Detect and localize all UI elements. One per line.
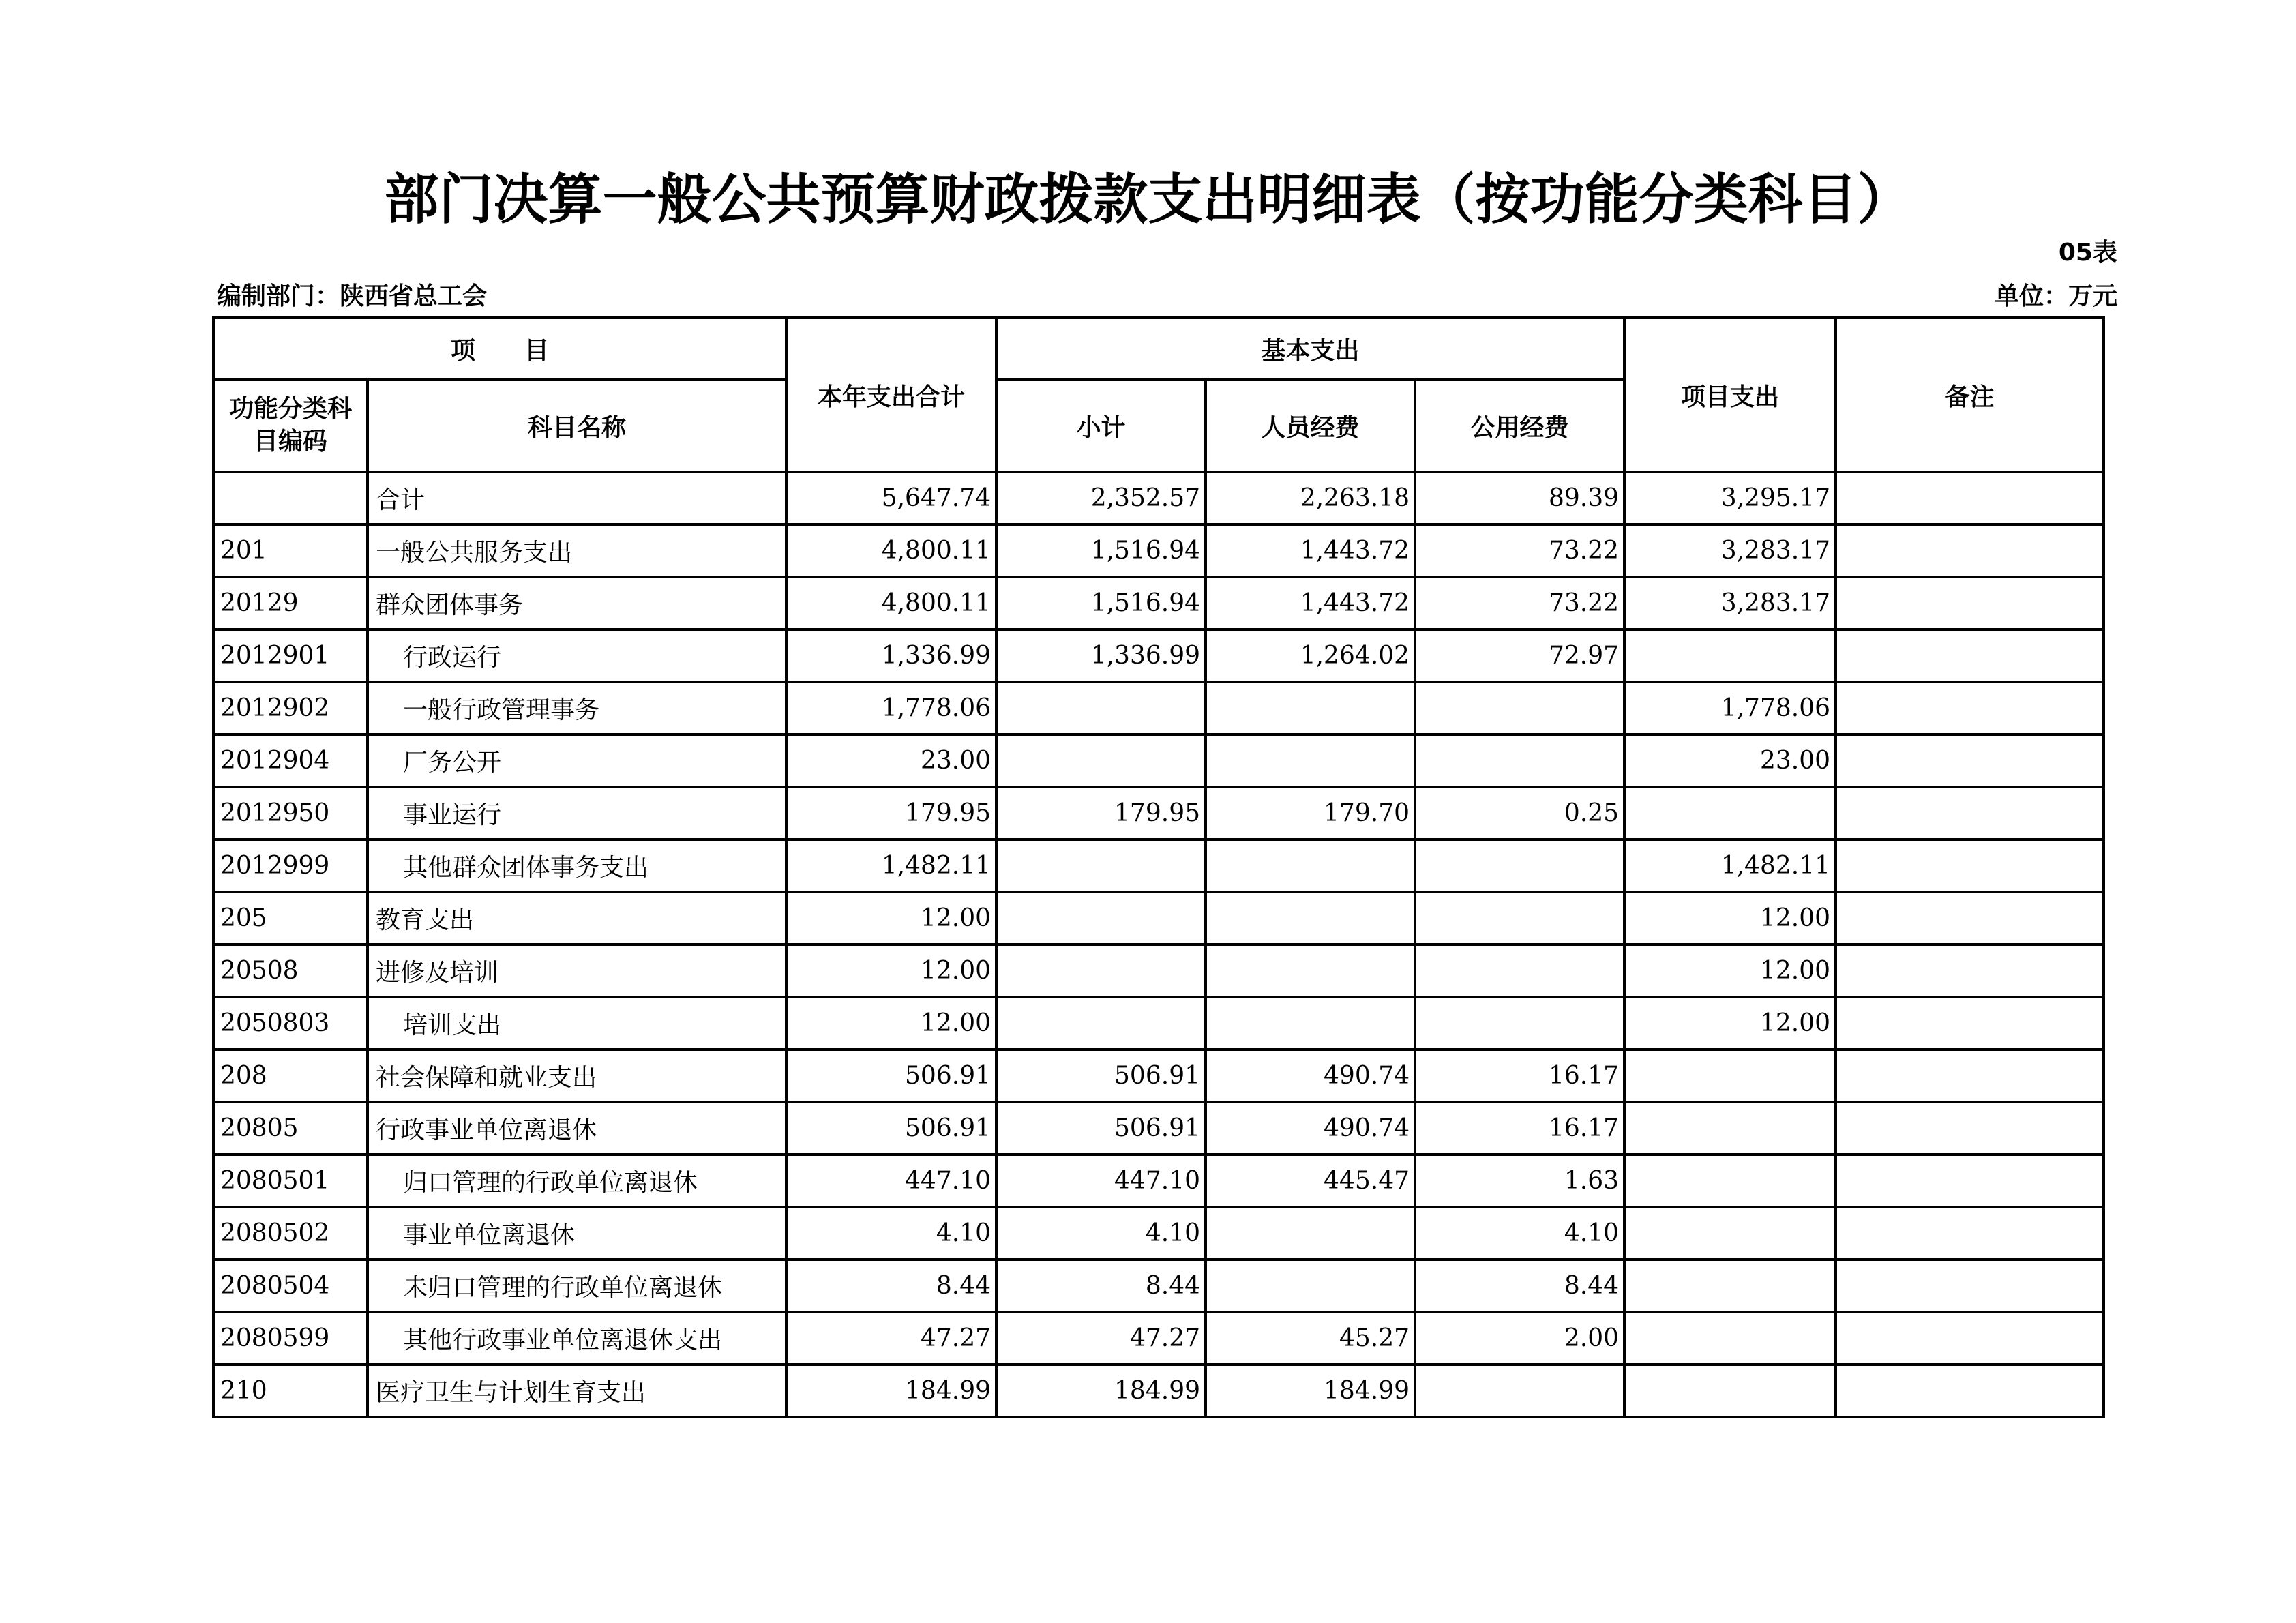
cell-subtotal: 179.95 [996,787,1206,839]
cell-public: 8.44 [1415,1260,1624,1312]
cell-project [1624,1102,1836,1155]
cell-name: 培训支出 [368,997,786,1049]
cell-code: 20129 [213,577,368,629]
cell-name: 其他群众团体事务支出 [368,839,786,892]
cell-personnel: 184.99 [1206,1365,1415,1417]
table-row [213,577,2104,629]
cell-total: 1,336.99 [786,629,996,682]
cell-personnel: 445.47 [1206,1155,1415,1207]
header-subtotal: 小计 [996,379,1206,472]
cell-name: 未归口管理的行政单位离退休 [368,1260,786,1312]
cell-public [1415,997,1624,1049]
cell-code: 20805 [213,1102,368,1155]
cell-remark [1836,629,2104,682]
table-row [213,787,2104,839]
cell-name: 行政运行 [368,629,786,682]
cell-subtotal: 1,516.94 [996,524,1206,577]
cell-name: 归口管理的行政单位离退休 [368,1155,786,1207]
cell-project: 1,778.06 [1624,682,1836,734]
cell-remark [1836,1312,2104,1365]
cell-code: 2080501 [213,1155,368,1207]
table-row [213,1365,2104,1417]
cell-project [1624,629,1836,682]
org-label: 编制部门：陕西省总工会 [217,282,488,310]
cell-project: 3,295.17 [1624,472,1836,524]
cell-total: 8.44 [786,1260,996,1312]
cell-code: 2012901 [213,629,368,682]
table-row [213,524,2104,577]
table-row [213,1260,2104,1312]
cell-name: 医疗卫生与计划生育支出 [368,1365,786,1417]
cell-remark [1836,1102,2104,1155]
cell-remark [1836,472,2104,524]
cell-project [1624,1155,1836,1207]
cell-total: 4.10 [786,1207,996,1260]
cell-project [1624,787,1836,839]
cell-public: 16.17 [1415,1102,1624,1155]
cell-total: 506.91 [786,1049,996,1102]
table-number: 05表 [2058,239,2117,267]
table-row [213,682,2104,734]
cell-personnel: 1,443.72 [1206,577,1415,629]
cell-total: 447.10 [786,1155,996,1207]
cell-personnel: 1,443.72 [1206,524,1415,577]
header-code: 功能分类科目编码 [213,379,368,472]
cell-public: 4.10 [1415,1207,1624,1260]
table-row [213,1102,2104,1155]
cell-code: 201 [213,524,368,577]
cell-public: 73.22 [1415,524,1624,577]
cell-total: 506.91 [786,1102,996,1155]
cell-public [1415,839,1624,892]
cell-project: 23.00 [1624,734,1836,787]
cell-code: 205 [213,892,368,944]
cell-total: 12.00 [786,997,996,1049]
cell-subtotal [996,839,1206,892]
cell-subtotal: 1,336.99 [996,629,1206,682]
cell-subtotal [996,944,1206,997]
cell-public: 0.25 [1415,787,1624,839]
cell-personnel [1206,1260,1415,1312]
table-row [213,629,2104,682]
cell-project [1624,1049,1836,1102]
cell-personnel: 1,264.02 [1206,629,1415,682]
cell-project: 3,283.17 [1624,577,1836,629]
table-body [213,472,2104,1417]
cell-personnel [1206,734,1415,787]
cell-name: 事业运行 [368,787,786,839]
table-row [213,839,2104,892]
cell-subtotal: 2,352.57 [996,472,1206,524]
cell-code [213,472,368,524]
cell-public: 2.00 [1415,1312,1624,1365]
cell-project [1624,1365,1836,1417]
cell-remark [1836,1260,2104,1312]
unit-label: 单位：万元 [1994,282,2117,310]
cell-total: 184.99 [786,1365,996,1417]
cell-name: 进修及培训 [368,944,786,997]
cell-project: 12.00 [1624,892,1836,944]
cell-name: 社会保障和就业支出 [368,1049,786,1102]
cell-public [1415,734,1624,787]
table-row [213,1049,2104,1102]
cell-personnel: 2,263.18 [1206,472,1415,524]
cell-total: 23.00 [786,734,996,787]
header-project: 项 目 [213,318,786,379]
table-row [213,734,2104,787]
cell-total: 12.00 [786,892,996,944]
cell-total: 179.95 [786,787,996,839]
cell-personnel [1206,997,1415,1049]
cell-name: 教育支出 [368,892,786,944]
cell-public: 1.63 [1415,1155,1624,1207]
cell-subtotal: 447.10 [996,1155,1206,1207]
cell-total: 12.00 [786,944,996,997]
cell-project: 12.00 [1624,944,1836,997]
cell-project: 3,283.17 [1624,524,1836,577]
cell-total: 1,482.11 [786,839,996,892]
cell-remark [1836,997,2104,1049]
cell-project [1624,1312,1836,1365]
cell-name: 一般公共服务支出 [368,524,786,577]
cell-remark [1836,892,2104,944]
cell-remark [1836,682,2104,734]
cell-total: 5,647.74 [786,472,996,524]
header-project-exp: 项目支出 [1624,318,1836,472]
cell-code: 2012950 [213,787,368,839]
cell-remark [1836,839,2104,892]
cell-subtotal [996,997,1206,1049]
cell-name: 事业单位离退休 [368,1207,786,1260]
cell-code: 2080599 [213,1312,368,1365]
cell-code: 2080502 [213,1207,368,1260]
cell-code: 20508 [213,944,368,997]
cell-subtotal: 47.27 [996,1312,1206,1365]
cell-subtotal: 8.44 [996,1260,1206,1312]
cell-project [1624,1260,1836,1312]
table-row [213,892,2104,944]
cell-public [1415,1365,1624,1417]
cell-code: 2012902 [213,682,368,734]
cell-code: 2012904 [213,734,368,787]
cell-remark [1836,734,2104,787]
cell-public [1415,682,1624,734]
cell-remark [1836,1365,2104,1417]
cell-public: 72.97 [1415,629,1624,682]
cell-public [1415,892,1624,944]
cell-personnel: 490.74 [1206,1049,1415,1102]
cell-code: 208 [213,1049,368,1102]
cell-public [1415,944,1624,997]
cell-subtotal [996,892,1206,944]
header-basic: 基本支出 [996,318,1624,379]
cell-project: 1,482.11 [1624,839,1836,892]
cell-project [1624,1207,1836,1260]
cell-remark [1836,1155,2104,1207]
header-total: 本年支出合计 [786,318,996,472]
cell-remark [1836,1207,2104,1260]
cell-code: 2050803 [213,997,368,1049]
cell-total: 4,800.11 [786,577,996,629]
cell-code: 2012999 [213,839,368,892]
cell-subtotal [996,682,1206,734]
cell-total: 47.27 [786,1312,996,1365]
cell-personnel: 45.27 [1206,1312,1415,1365]
cell-subtotal: 4.10 [996,1207,1206,1260]
cell-code: 210 [213,1365,368,1417]
cell-subtotal: 184.99 [996,1365,1206,1417]
cell-public: 16.17 [1415,1049,1624,1102]
cell-personnel: 490.74 [1206,1102,1415,1155]
cell-remark [1836,944,2104,997]
cell-name: 群众团体事务 [368,577,786,629]
cell-name: 其他行政事业单位离退休支出 [368,1312,786,1365]
table-row [213,1207,2104,1260]
cell-subtotal: 506.91 [996,1049,1206,1102]
header-personnel: 人员经费 [1206,379,1415,472]
table-row [213,1312,2104,1365]
cell-personnel [1206,892,1415,944]
cell-name: 行政事业单位离退休 [368,1102,786,1155]
expenditure-table [212,316,2105,1418]
header-public: 公用经费 [1415,379,1624,472]
cell-project: 12.00 [1624,997,1836,1049]
cell-personnel [1206,839,1415,892]
header-remark: 备注 [1836,318,2104,472]
cell-remark [1836,787,2104,839]
cell-public: 73.22 [1415,577,1624,629]
cell-personnel [1206,682,1415,734]
cell-public: 89.39 [1415,472,1624,524]
cell-total: 1,778.06 [786,682,996,734]
cell-code: 2080504 [213,1260,368,1312]
cell-name: 厂务公开 [368,734,786,787]
table-row [213,944,2104,997]
cell-remark [1836,524,2104,577]
cell-personnel [1206,1207,1415,1260]
cell-remark [1836,1049,2104,1102]
cell-subtotal: 506.91 [996,1102,1206,1155]
cell-remark [1836,577,2104,629]
cell-personnel [1206,944,1415,997]
header-name: 科目名称 [368,379,786,472]
cell-subtotal: 1,516.94 [996,577,1206,629]
cell-total: 4,800.11 [786,524,996,577]
table-row [213,472,2104,524]
cell-subtotal [996,734,1206,787]
table-row [213,1155,2104,1207]
cell-name: 合计 [368,472,786,524]
cell-personnel: 179.70 [1206,787,1415,839]
cell-name: 一般行政管理事务 [368,682,786,734]
page-title: 部门决算一般公共预算财政拨款支出明细表（按功能分类科目） [384,168,1912,231]
table-row [213,997,2104,1049]
